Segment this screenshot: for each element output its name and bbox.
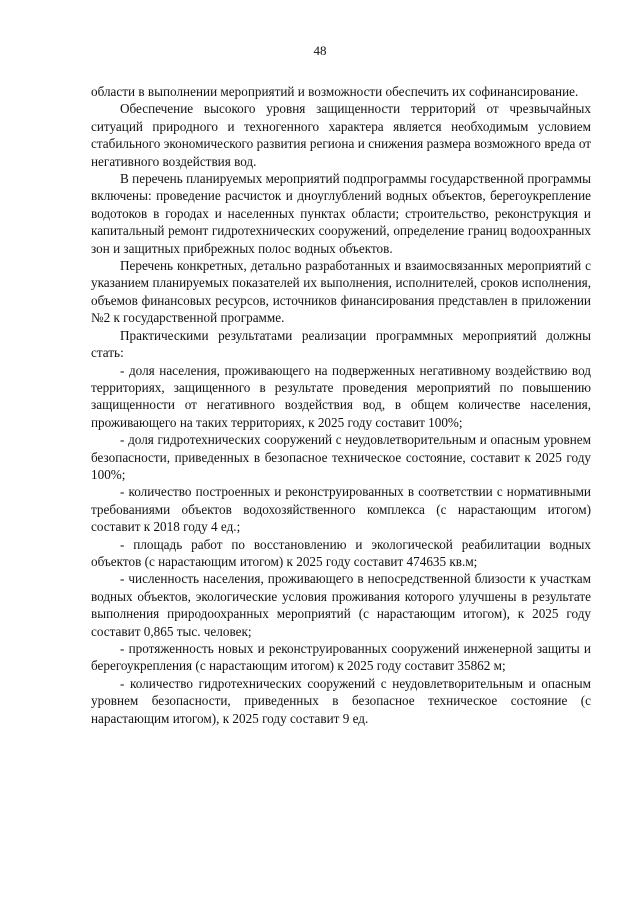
paragraph-planned-measures: В перечень планируемых мероприятий подпрограммы государственной программы включены: проведение расчисток и дноуглублений водных объектов, берегоукрепление водотоков в городах и населенных пунктах области; строительство, реконструкция и капитальный ремонт гидротехнических сооружений, определение границ водоохранных зон и защитных прибрежных полос водных объектов.	[91, 171, 591, 256]
document-body	[91, 83, 591, 727]
paragraph-continuation: области в выполнении мероприятий и возможности обеспечить их софинансирование.	[91, 84, 579, 99]
result-item-population-improved: - численность населения, проживающего в непосредственной близости к участкам водных объектов, экологические условия проживания которого улучшены в результате выполнения природоохранных мероприятий (с нарастающим итогом), к 2025 году составит 0,865 тыс. человек;	[91, 571, 591, 639]
result-item-protection-length: - протяженность новых и реконструированных сооружений инженерной защиты и берегоукрепления (с нарастающим итогом) к 2025 году составит 35862 м;	[91, 641, 591, 674]
result-item-water-facilities-count: - количество построенных и реконструированных в соответствии с нормативными требованиями объектов водохозяйственного комплекса (с нарастающим итогом) составит к 2018 году 4 ед.;	[91, 484, 591, 535]
page-number: 48	[313, 43, 327, 58]
result-item-hydraulic-structures-count: - количество гидротехнических сооружений с неудовлетворительным и опасным уровнем безопасности, приведенных в безопасное техническое состояние (с нарастающим итогом), к 2025 году составит 9 ед.	[91, 675, 591, 726]
paragraph-protection-level: Обеспечение высокого уровня защищенности территорий от чрезвычайных ситуаций природного и техногенного характера является необходимым условием стабильного экономического развития региона и снижения размера возможного вреда от негативного воздействия вод.	[91, 101, 591, 169]
result-item-population-share: - доля населения, проживающего на подверженных негативному воздействию вод территориях, защищенного в результате проведения мероприятий по повышению защищенности от негативного воздействия вод, в общем количестве населения, проживающего на таких территориях, к 2025 году составит 100%;	[91, 362, 591, 430]
paragraph-measures-list: Перечень конкретных, детально разработанных и взаимосвязанных мероприятий с указанием планируемых показателей их выполнения, исполнителей, сроков исполнения, объемов финансовых ресурсов, источников финансирования представлен в приложении №2 к государственной программе.	[91, 258, 591, 326]
result-item-hydraulic-structures-share: - доля гидротехнических сооружений с неудовлетворительным и опасным уровнем безопасности, приведенных в безопасное техническое состояние, составит к 2025 году 100%;	[91, 432, 591, 482]
paragraph-practical-results: Практическими результатами реализации программных мероприятий должны стать:	[91, 327, 591, 361]
result-item-rehabilitation-area: - площадь работ по восстановлению и экологической реабилитации водных объектов (с нарастающим итогом) к 2025 году составит 474635 кв.м;	[91, 536, 591, 569]
